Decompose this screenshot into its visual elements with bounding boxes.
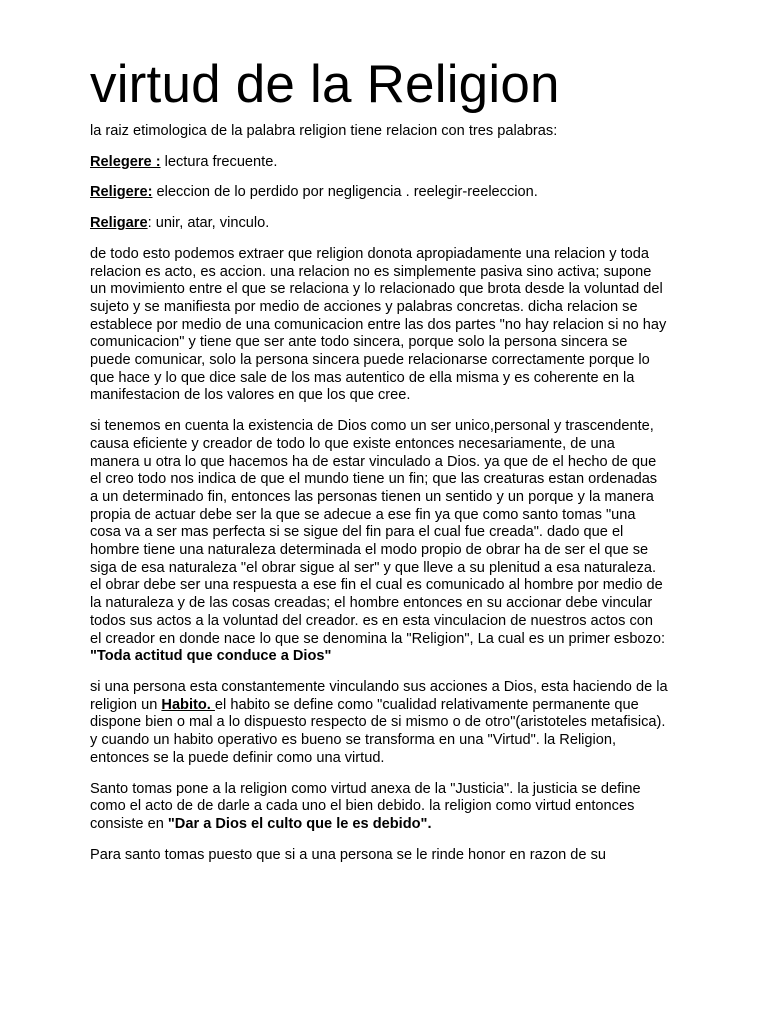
bold-period: .	[427, 815, 432, 832]
definition-text: lectura frecuente.	[160, 153, 278, 170]
paragraph-text: si tenemos en cuenta la existencia de Dios como un ser unico,personal y trascendente, causa eficiente y creador de todo lo que existe entonces necesariamente, de una manera u otra lo que hacemos ha de estar vinculado a Dios. ya que de el hecho de que el creo todo nos indica de que el mundo tiene un fin; que las creaturas estan ordenadas a un determinado fin, entonces las personas tienen un sentido y un porque y la manera propia de actuar debe ser la que se adecue a ese fin ya que como santo tomas "una cosa va a ser mas perfecta si se sigue del fin para el cual fue creada". dado que el hombre tiene una naturaleza determinada el modo propio de obrar ha de ser el que se siga de esa naturaleza "el obrar sigue al ser" y que lleve a su plenitud a esa naturaleza. el obrar debe ser una respuesta a ese fin el cual es comunicado al hombre por medio de la naturaleza y de las cosas creadas; el hombre entonces en su accionar debe vincular todos sus actos a la voluntad del creador. es en esta vinculacion de nuestros actos con el creador en donde nace lo que se denomina la "Religion", La cual es un primer esbozo:	[90, 418, 666, 647]
paragraph-habito	[90, 679, 668, 768]
definition-relegere	[90, 154, 668, 172]
bold-quote: "Dar a Dios el culto que le es debido"	[167, 815, 428, 832]
definition-religere	[90, 184, 668, 202]
paragraph-honor: Para santo tomas puesto que si a una persona se le rinde honor en razon de su	[90, 846, 606, 863]
bold-quote: "Toda actitud que conduce a Dios"	[90, 648, 332, 665]
term-religare: Religare	[90, 215, 148, 232]
term-relegere: Relegere :	[90, 153, 161, 170]
paragraph-text: Santo tomas pone a la religion como virtud anexa de la "Justicia". la justicia se define como el acto de de darle a cada uno el bien debido. la religion como virtud entonces consiste en	[90, 780, 641, 832]
definition-text: eleccion de lo perdido por negligencia . reelegir-reeleccion.	[152, 184, 538, 201]
term-religere: Religere:	[90, 184, 153, 201]
page-title: virtud de la Religion	[90, 55, 560, 114]
paragraph-relation: de todo esto podemos extraer que religion donota apropiadamente una relacion y toda relacion es acto, es accion. una relacion no es simplemente pasiva sino activa; supone un movimiento entre el que se relaciona y lo relacionado que brota desde la voluntad del sujeto y se manifiesta por medio de acciones y palabras concretas. dicha relacion se establece por medio de una comunicacion entre las dos partes "no hay relacion si no hay comunicacion" y tiene que ser ante todo sincera, porque solo la persona sincera se puede comunicar, solo la persona sincera puede relacionarse correctamente porque lo que hace y lo que dice sale de los mas autentico de ella misma y es coherente en la manifestacion de los valores en que los que cree.	[90, 245, 667, 404]
definition-religare	[90, 215, 668, 233]
term-habito: Habito.	[161, 696, 215, 713]
paragraph-text: si una persona esta constantemente vinculando sus acciones a Dios, esta haciendo de la religion un	[90, 678, 668, 713]
definition-text: : unir, atar, vinculo.	[147, 215, 270, 232]
paragraph-dios	[90, 418, 668, 666]
intro-paragraph: la raiz etimologica de la palabra religion tiene relacion con tres palabras:	[90, 123, 558, 139]
paragraph-text: el habito se define como "cualidad relativamente permanente que dispone bien o mal a lo dispuesto respecto de si mismo o de otro"(aristoteles metafisica). y cuando un habito operativo es bueno se transforma en una "Virtud". la Religion, entonces se la puede definir como una virtud.	[90, 696, 666, 766]
paragraph-justicia	[90, 781, 668, 834]
